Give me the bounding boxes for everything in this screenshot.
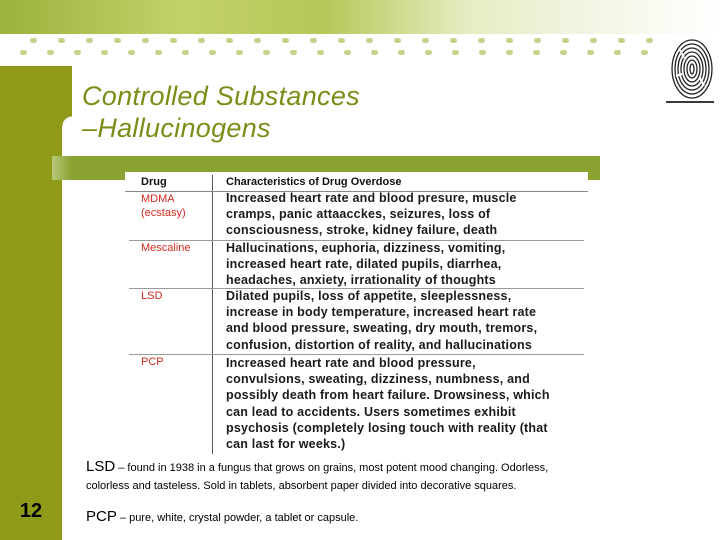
lsd-note-text-2: colorless and tasteless. Sold in tablets, absorbent paper divided into decorative squares. — [86, 480, 517, 492]
decorative-dot — [30, 38, 37, 43]
table-row-characteristics — [226, 240, 586, 289]
decorative-dot — [182, 50, 189, 55]
decorative-dot — [641, 50, 648, 55]
decorative-dot — [282, 38, 289, 43]
characteristics-line: and blood pressure, sweating, dry mouth, tremors, — [226, 321, 538, 336]
fingerprint-underline — [666, 101, 714, 103]
decorative-dot — [614, 50, 621, 55]
characteristics-line: Increased heart rate and blood presure, muscle — [226, 191, 517, 205]
lsd-note — [86, 458, 548, 476]
table-row-drug — [141, 192, 186, 220]
table-header-characteristics: Characteristics of Drug Overdose — [226, 176, 402, 188]
lsd-note-term: LSD — [86, 458, 116, 475]
decorative-dot — [317, 50, 324, 55]
decorative-dot — [74, 50, 81, 55]
characteristics-line: increased heart rate, dilated pupils, diarrhea, — [226, 257, 502, 272]
decorative-dot — [560, 50, 567, 55]
decorative-dot — [155, 50, 162, 55]
table-row-drug: Mescaline — [141, 242, 191, 254]
decorative-dot — [506, 50, 513, 55]
decorative-dot — [290, 50, 297, 55]
table-row-drug: LSD — [141, 290, 163, 302]
decorative-dot — [533, 50, 540, 55]
characteristics-line: confusion, distortion of reality, and hallucinations — [226, 337, 533, 352]
characteristics-line: Hallucinations, euphoria, dizziness, vomiting, — [226, 241, 506, 255]
table-row-characteristics — [226, 190, 586, 239]
decorative-dot — [646, 38, 653, 43]
decorative-dots-row-1 — [0, 38, 720, 46]
decorative-dot — [101, 50, 108, 55]
drug-name: MDMA — [141, 193, 175, 205]
table-row-characteristics — [226, 355, 586, 452]
characteristics-line: consciousness, stroke, kidney failure, death — [226, 223, 498, 238]
decorative-dot — [398, 50, 405, 55]
pcp-note — [86, 508, 358, 526]
characteristics-line: possibly death from heart failure. Drowsiness, which — [226, 388, 550, 403]
characteristics-line: Dilated pupils, loss of appetite, sleeplessness, — [226, 289, 512, 303]
decorative-dot — [506, 38, 513, 43]
top-banner — [0, 0, 720, 34]
decorative-dot — [86, 38, 93, 43]
decorative-dot — [450, 38, 457, 43]
decorative-dot — [590, 38, 597, 43]
decorative-dot — [198, 38, 205, 43]
decorative-dot — [58, 38, 65, 43]
lsd-note-text: – found in 1938 in a fungus that grows on grains, most potent mood changing. Odorless, — [115, 462, 549, 474]
decorative-dot — [366, 38, 373, 43]
slide-number: 12 — [19, 500, 43, 522]
table-column-divider — [212, 175, 213, 454]
decorative-dot — [344, 50, 351, 55]
pcp-note-text: – pure, white, crystal powder, a tablet or capsule. — [116, 512, 359, 524]
decorative-dot — [142, 38, 149, 43]
decorative-dot — [128, 50, 135, 55]
decorative-dot — [236, 50, 243, 55]
table-row-characteristics — [226, 288, 586, 353]
left-bar-corner — [62, 66, 72, 126]
characteristics-line: increase in body temperature, increased heart rate — [226, 305, 537, 320]
lsd-note-continued — [86, 476, 516, 494]
characteristics-line: convulsions, sweating, dizziness, numbness, and — [226, 372, 530, 387]
decorative-dot — [170, 38, 177, 43]
decorative-dot — [422, 38, 429, 43]
left-sidebar-bar — [0, 66, 62, 540]
decorative-dot — [587, 50, 594, 55]
characteristics-line: cramps, panic attaacckes, seizures, loss of — [226, 207, 491, 222]
decorative-dot — [310, 38, 317, 43]
characteristics-line: headaches, anxiety, irrationality of thoughts — [226, 273, 496, 288]
decorative-dot — [452, 50, 459, 55]
decorative-dot — [478, 38, 485, 43]
decorative-dot — [114, 38, 121, 43]
decorative-dots-row-2 — [0, 50, 720, 58]
title-line-1: Controlled Substances — [82, 81, 360, 111]
decorative-dot — [425, 50, 432, 55]
characteristics-line: can lead to accidents. Users sometimes exhibit — [226, 404, 516, 419]
fingerprint-icon — [670, 38, 714, 100]
decorative-dot — [562, 38, 569, 43]
table-header-drug: Drug — [141, 176, 167, 188]
drug-alt-name: (ecstasy) — [141, 207, 186, 219]
characteristics-line: can last for weeks.) — [226, 437, 346, 452]
decorative-dot — [534, 38, 541, 43]
slide-title — [82, 80, 360, 144]
decorative-dot — [618, 38, 625, 43]
title-accent-strip-cap — [52, 156, 72, 180]
overdose-table — [125, 172, 588, 454]
decorative-dot — [254, 38, 261, 43]
pcp-note-term: PCP — [86, 508, 117, 525]
table-row-drug: PCP — [141, 356, 164, 368]
title-line-2: –Hallucinogens — [82, 113, 271, 143]
decorative-dot — [263, 50, 270, 55]
decorative-dot — [209, 50, 216, 55]
decorative-dot — [479, 50, 486, 55]
decorative-dot — [20, 50, 27, 55]
decorative-dot — [47, 50, 54, 55]
decorative-dot — [371, 50, 378, 55]
decorative-dot — [394, 38, 401, 43]
characteristics-line: Increased heart rate and blood pressure, — [226, 356, 476, 370]
decorative-dot — [226, 38, 233, 43]
decorative-dot — [338, 38, 345, 43]
characteristics-line: psychosis (completely losing touch with reality (that — [226, 420, 548, 435]
